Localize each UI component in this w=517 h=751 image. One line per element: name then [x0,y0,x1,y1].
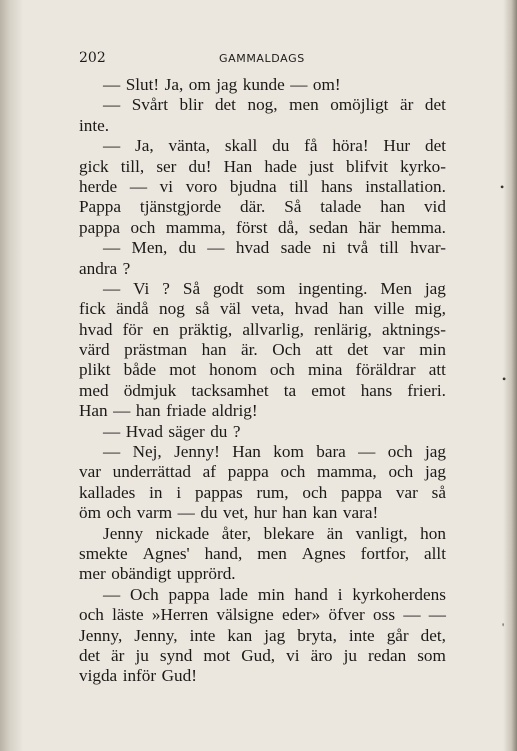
margin-dot: • [500,180,505,194]
text-line: öm och varm — du vet, hur han kan vara! [79,503,379,523]
text-line: — Och pappa lade min hand i kyrkoherdens [103,584,446,604]
body-text [79,75,446,687]
text-line: det är ju synd mot Gud, vi äro ju redan som [79,645,446,665]
margin-tick: ' [502,620,505,634]
text-line: fick ändå nog så väl veta, hvad han ville mig, [79,299,446,319]
text-line: Jenny nickade åter, blekare än vanligt, hon [103,523,446,543]
text-line: gick till, ser du! Han hade just blifvit kyrko- [79,156,446,176]
text-line: plikt både mot honom och mina föräldrar att [79,360,446,380]
text-line: smekte Agnes' hand, men Agnes fortfor, allt [79,543,446,563]
text-line: — Svårt blir det nog, men omöjligt är det [103,95,446,115]
text-line: andra ? [79,258,131,278]
text-line: pappa och mamma, först då, sedan här hemma. [79,217,446,237]
text-line: — Nej, Jenny! Han kom bara — och jag [103,442,446,462]
text-line: — Men, du — hvad sade ni två till hvar- [103,238,446,258]
text-line: herde — vi voro bjudna till hans installation. [79,176,446,196]
text-line: och läste »Herren välsigne eder» öfver oss — — [79,605,446,625]
text-line: kallades in i pappas rum, och pappa var så [79,482,446,502]
text-line: värd prästman han är. Och att det var min [79,340,446,360]
text-line: Jenny, Jenny, inte kan jag bryta, inte går det, [79,625,446,645]
text-line: hvad för en präktig, allvarlig, renlärig, aktnings- [79,319,446,339]
text-line: med ödmjuk tacksamhet ta emot hans frieri. [79,380,446,400]
text-line: — Hvad säger du ? [103,421,241,441]
binding-gutter [0,0,22,751]
page-header [79,50,444,70]
text-line: Pappa tjänstgjorde där. Så talade han vid [79,197,446,217]
text-line: inte. [79,115,110,135]
text-line: — Vi ? Så godt som ingenting. Men jag [103,278,446,298]
text-line: Han — han friade aldrig! [79,401,258,421]
text-line: mer obändigt upprörd. [79,564,236,584]
page-number: 202 [79,50,106,66]
margin-dot: • [502,372,507,386]
text-line: — Slut! Ja, om jag kunde — om! [103,75,341,94]
text-line: var underrättad af pappa och mamma, och jag [79,462,446,482]
text-line: — Ja, vänta, skall du få höra! Hur det [103,136,446,156]
text-line: vigda inför Gud! [79,666,197,686]
running-title: GAMMALDAGS [219,52,305,65]
